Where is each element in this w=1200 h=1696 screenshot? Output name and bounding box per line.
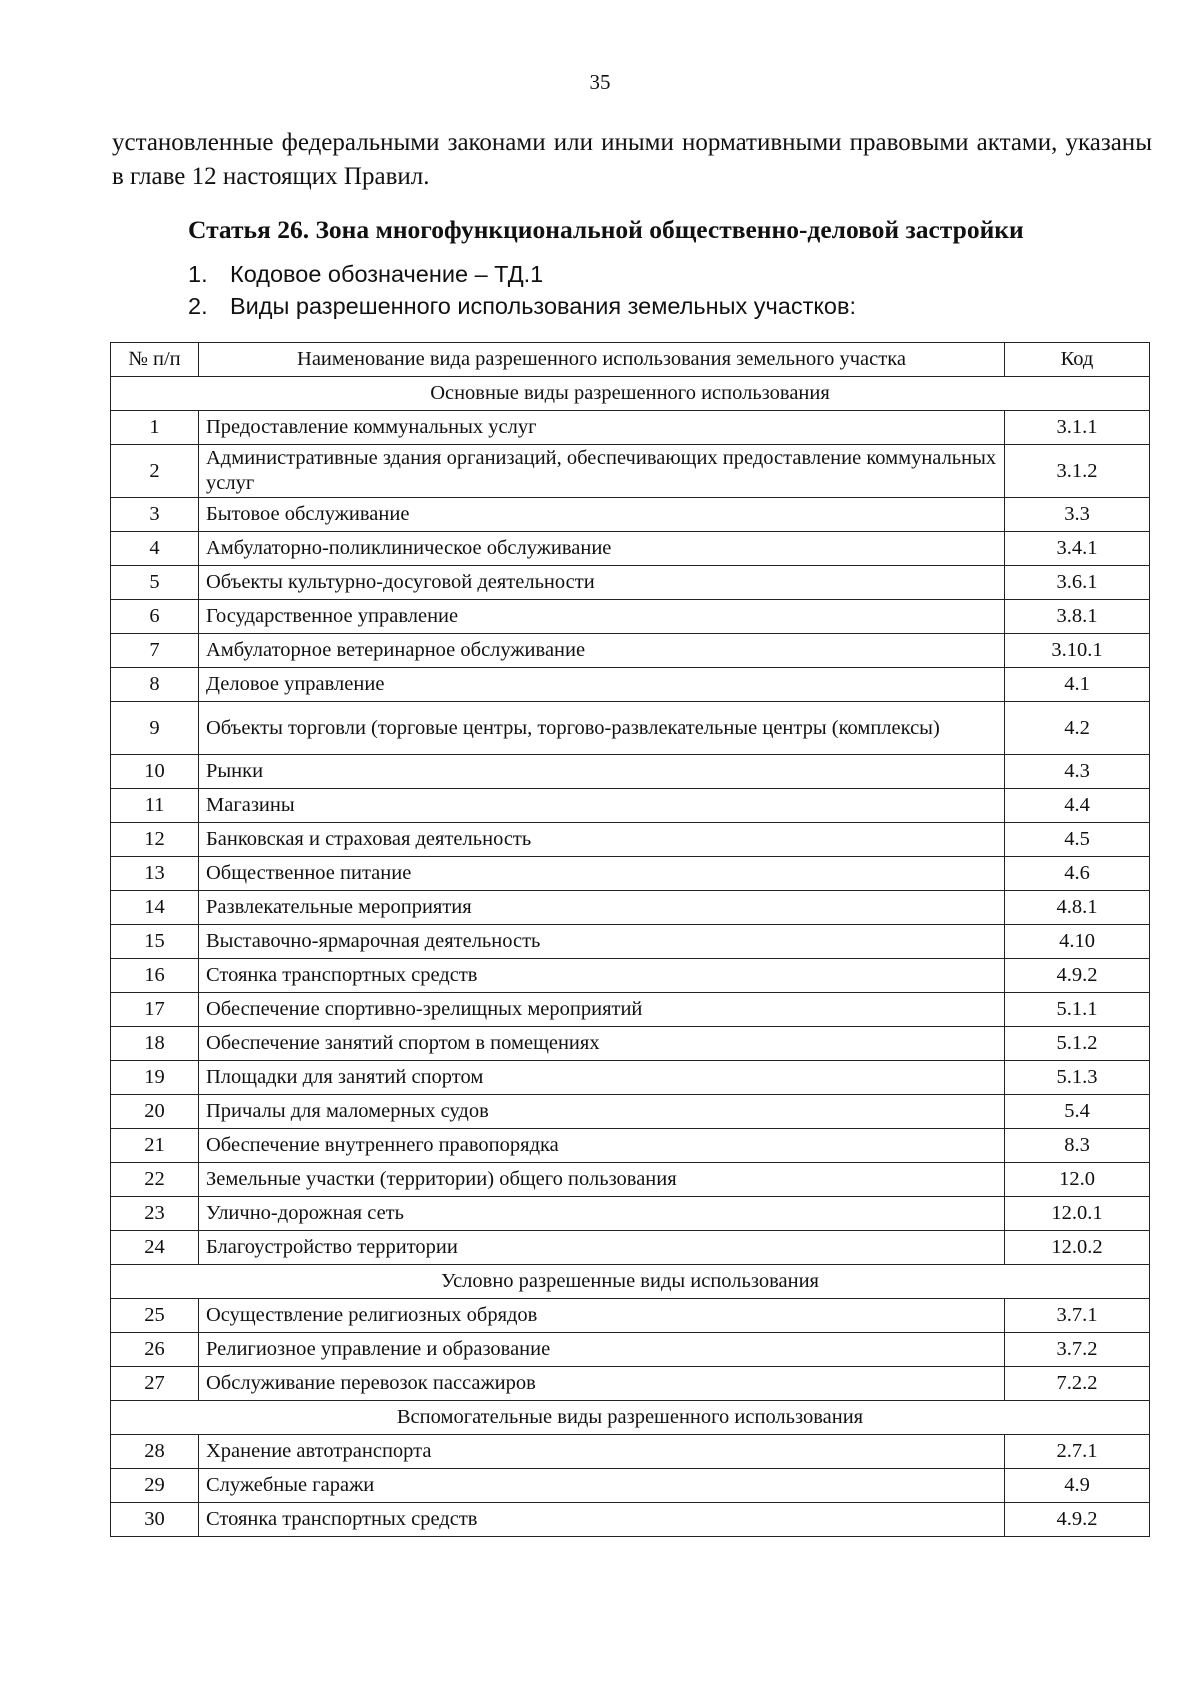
row-number: 13: [111, 857, 199, 891]
row-name: Стоянка транспортных средств: [199, 1503, 1005, 1537]
row-number: 24: [111, 1231, 199, 1265]
row-name: Амбулаторно-поликлиническое обслуживание: [199, 532, 1005, 566]
row-code: 5.4: [1005, 1095, 1150, 1129]
table-row: [111, 532, 1150, 566]
section-title: Вспомогательные виды разрешенного использования: [111, 1401, 1150, 1435]
list-item-text: Виды разрешенного использования земельных участков:: [230, 293, 856, 319]
table-row: [111, 1061, 1150, 1095]
list-item-number: 2.: [188, 293, 208, 319]
row-code: 3.10.1: [1005, 634, 1150, 668]
section-title: Условно разрешенные виды использования: [111, 1265, 1150, 1299]
row-name: Амбулаторное ветеринарное обслуживание: [199, 634, 1005, 668]
row-code: 3.1.2: [1005, 445, 1150, 498]
row-code: 4.5: [1005, 823, 1150, 857]
table-row: [111, 1231, 1150, 1265]
table-row: [111, 411, 1150, 445]
row-code: 7.2.2: [1005, 1367, 1150, 1401]
table-row: [111, 668, 1150, 702]
row-number: 30: [111, 1503, 199, 1537]
table-row: [111, 1299, 1150, 1333]
row-name: Банковская и страховая деятельность: [199, 823, 1005, 857]
header-name: Наименование вида разрешенного использования земельного участка: [199, 343, 1005, 377]
row-number: 14: [111, 891, 199, 925]
row-name: Выставочно-ярмарочная деятельность: [199, 925, 1005, 959]
row-number: 3: [111, 498, 199, 532]
page-number: 35: [589, 70, 611, 94]
row-name: Обеспечение занятий спортом в помещениях: [199, 1027, 1005, 1061]
row-code: 4.8.1: [1005, 891, 1150, 925]
row-name: Государственное управление: [199, 600, 1005, 634]
row-number: 27: [111, 1367, 199, 1401]
row-number: 20: [111, 1095, 199, 1129]
row-name: Улично-дорожная сеть: [199, 1197, 1005, 1231]
row-number: 25: [111, 1299, 199, 1333]
intro-paragraph: установленные федеральными законами или иными нормативными правовыми актами, указаны в главе 12 настоящих Правил.: [112, 129, 1152, 190]
row-name: Служебные гаражи: [199, 1469, 1005, 1503]
row-number: 22: [111, 1163, 199, 1197]
row-code: 2.7.1: [1005, 1435, 1150, 1469]
list-item: [188, 290, 856, 322]
section-title: Основные виды разрешенного использования: [111, 377, 1150, 411]
table-body: [111, 377, 1150, 1537]
section-header-row: [111, 1401, 1150, 1435]
row-name: Деловое управление: [199, 668, 1005, 702]
row-name: Объекты торговли (торговые центры, торгово-развлекательные центры (комплексы): [199, 702, 1005, 755]
row-name: Административные здания организаций, обеспечивающих предоставление коммунальных услуг: [199, 445, 1005, 498]
row-name: Магазины: [199, 789, 1005, 823]
table-row: [111, 1095, 1150, 1129]
table-row: [111, 959, 1150, 993]
row-number: 12: [111, 823, 199, 857]
section-header-row: [111, 377, 1150, 411]
table-row: [111, 498, 1150, 532]
row-number: 15: [111, 925, 199, 959]
row-number: 18: [111, 1027, 199, 1061]
row-number: 7: [111, 634, 199, 668]
row-code: 4.9: [1005, 1469, 1150, 1503]
row-code: 12.0.1: [1005, 1197, 1150, 1231]
row-name: Религиозное управление и образование: [199, 1333, 1005, 1367]
row-number: 6: [111, 600, 199, 634]
table-row: [111, 1503, 1150, 1537]
row-name: Предоставление коммунальных услуг: [199, 411, 1005, 445]
row-number: 21: [111, 1129, 199, 1163]
row-name: Хранение автотранспорта: [199, 1435, 1005, 1469]
row-code: 4.1: [1005, 668, 1150, 702]
row-code: 4.4: [1005, 789, 1150, 823]
row-code: 12.0: [1005, 1163, 1150, 1197]
row-code: 4.6: [1005, 857, 1150, 891]
row-name: Причалы для маломерных судов: [199, 1095, 1005, 1129]
table-row: [111, 634, 1150, 668]
row-code: 4.3: [1005, 755, 1150, 789]
row-number: 2: [111, 445, 199, 498]
row-name: Стоянка транспортных средств: [199, 959, 1005, 993]
table-row: [111, 857, 1150, 891]
table-row: [111, 1333, 1150, 1367]
row-number: 29: [111, 1469, 199, 1503]
table-row: [111, 445, 1150, 498]
row-number: 8: [111, 668, 199, 702]
list-item: [188, 258, 856, 290]
row-number: 9: [111, 702, 199, 755]
table-row: [111, 1435, 1150, 1469]
table-row: [111, 755, 1150, 789]
row-number: 23: [111, 1197, 199, 1231]
table-row: [111, 566, 1150, 600]
row-code: 4.10: [1005, 925, 1150, 959]
row-name: Осуществление религиозных обрядов: [199, 1299, 1005, 1333]
row-number: 10: [111, 755, 199, 789]
numbered-list: [188, 258, 856, 322]
table-row: [111, 823, 1150, 857]
row-number: 26: [111, 1333, 199, 1367]
row-name: Благоустройство территории: [199, 1231, 1005, 1265]
row-name: Рынки: [199, 755, 1005, 789]
row-name: Обслуживание перевозок пассажиров: [199, 1367, 1005, 1401]
row-number: 5: [111, 566, 199, 600]
list-item-text: Кодовое обозначение – ТД.1: [230, 261, 544, 287]
table-row: [111, 925, 1150, 959]
row-code: 3.8.1: [1005, 600, 1150, 634]
row-number: 1: [111, 411, 199, 445]
section-header-row: [111, 1265, 1150, 1299]
row-code: 3.6.1: [1005, 566, 1150, 600]
row-code: 8.3: [1005, 1129, 1150, 1163]
row-number: 17: [111, 993, 199, 1027]
row-code: 4.2: [1005, 702, 1150, 755]
row-code: 5.1.1: [1005, 993, 1150, 1027]
row-code: 3.7.1: [1005, 1299, 1150, 1333]
table-row: [111, 600, 1150, 634]
row-code: 3.4.1: [1005, 532, 1150, 566]
row-name: Площадки для занятий спортом: [199, 1061, 1005, 1095]
row-code: 3.3: [1005, 498, 1150, 532]
row-code: 4.9.2: [1005, 959, 1150, 993]
article-title: Статья 26. Зона многофункциональной общественно-деловой застройки: [188, 215, 1024, 244]
row-name: Обеспечение спортивно-зрелищных мероприятий: [199, 993, 1005, 1027]
row-code: 3.7.2: [1005, 1333, 1150, 1367]
row-code: 4.9.2: [1005, 1503, 1150, 1537]
row-name: Обеспечение внутреннего правопорядка: [199, 1129, 1005, 1163]
table-row: [111, 1129, 1150, 1163]
table-row: [111, 1469, 1150, 1503]
row-code: 3.1.1: [1005, 411, 1150, 445]
header-number: № п/п: [111, 343, 199, 377]
row-name: Земельные участки (территории) общего пользования: [199, 1163, 1005, 1197]
row-number: 16: [111, 959, 199, 993]
row-name: Объекты культурно-досуговой деятельности: [199, 566, 1005, 600]
row-number: 4: [111, 532, 199, 566]
table-row: [111, 993, 1150, 1027]
table-row: [111, 1163, 1150, 1197]
table-row: [111, 789, 1150, 823]
row-name: Общественное питание: [199, 857, 1005, 891]
row-code: 12.0.2: [1005, 1231, 1150, 1265]
row-number: 19: [111, 1061, 199, 1095]
table-header-row: [111, 343, 1150, 377]
table-row: [111, 1197, 1150, 1231]
row-number: 11: [111, 789, 199, 823]
row-code: 5.1.3: [1005, 1061, 1150, 1095]
row-code: 5.1.2: [1005, 1027, 1150, 1061]
table-row: [111, 891, 1150, 925]
land-use-table: [110, 342, 1150, 1537]
row-name: Бытовое обслуживание: [199, 498, 1005, 532]
table-row: [111, 702, 1150, 755]
table-row: [111, 1367, 1150, 1401]
list-item-number: 1.: [188, 261, 208, 287]
table-row: [111, 1027, 1150, 1061]
row-name: Развлекательные мероприятия: [199, 891, 1005, 925]
row-number: 28: [111, 1435, 199, 1469]
header-code: Код: [1005, 343, 1150, 377]
